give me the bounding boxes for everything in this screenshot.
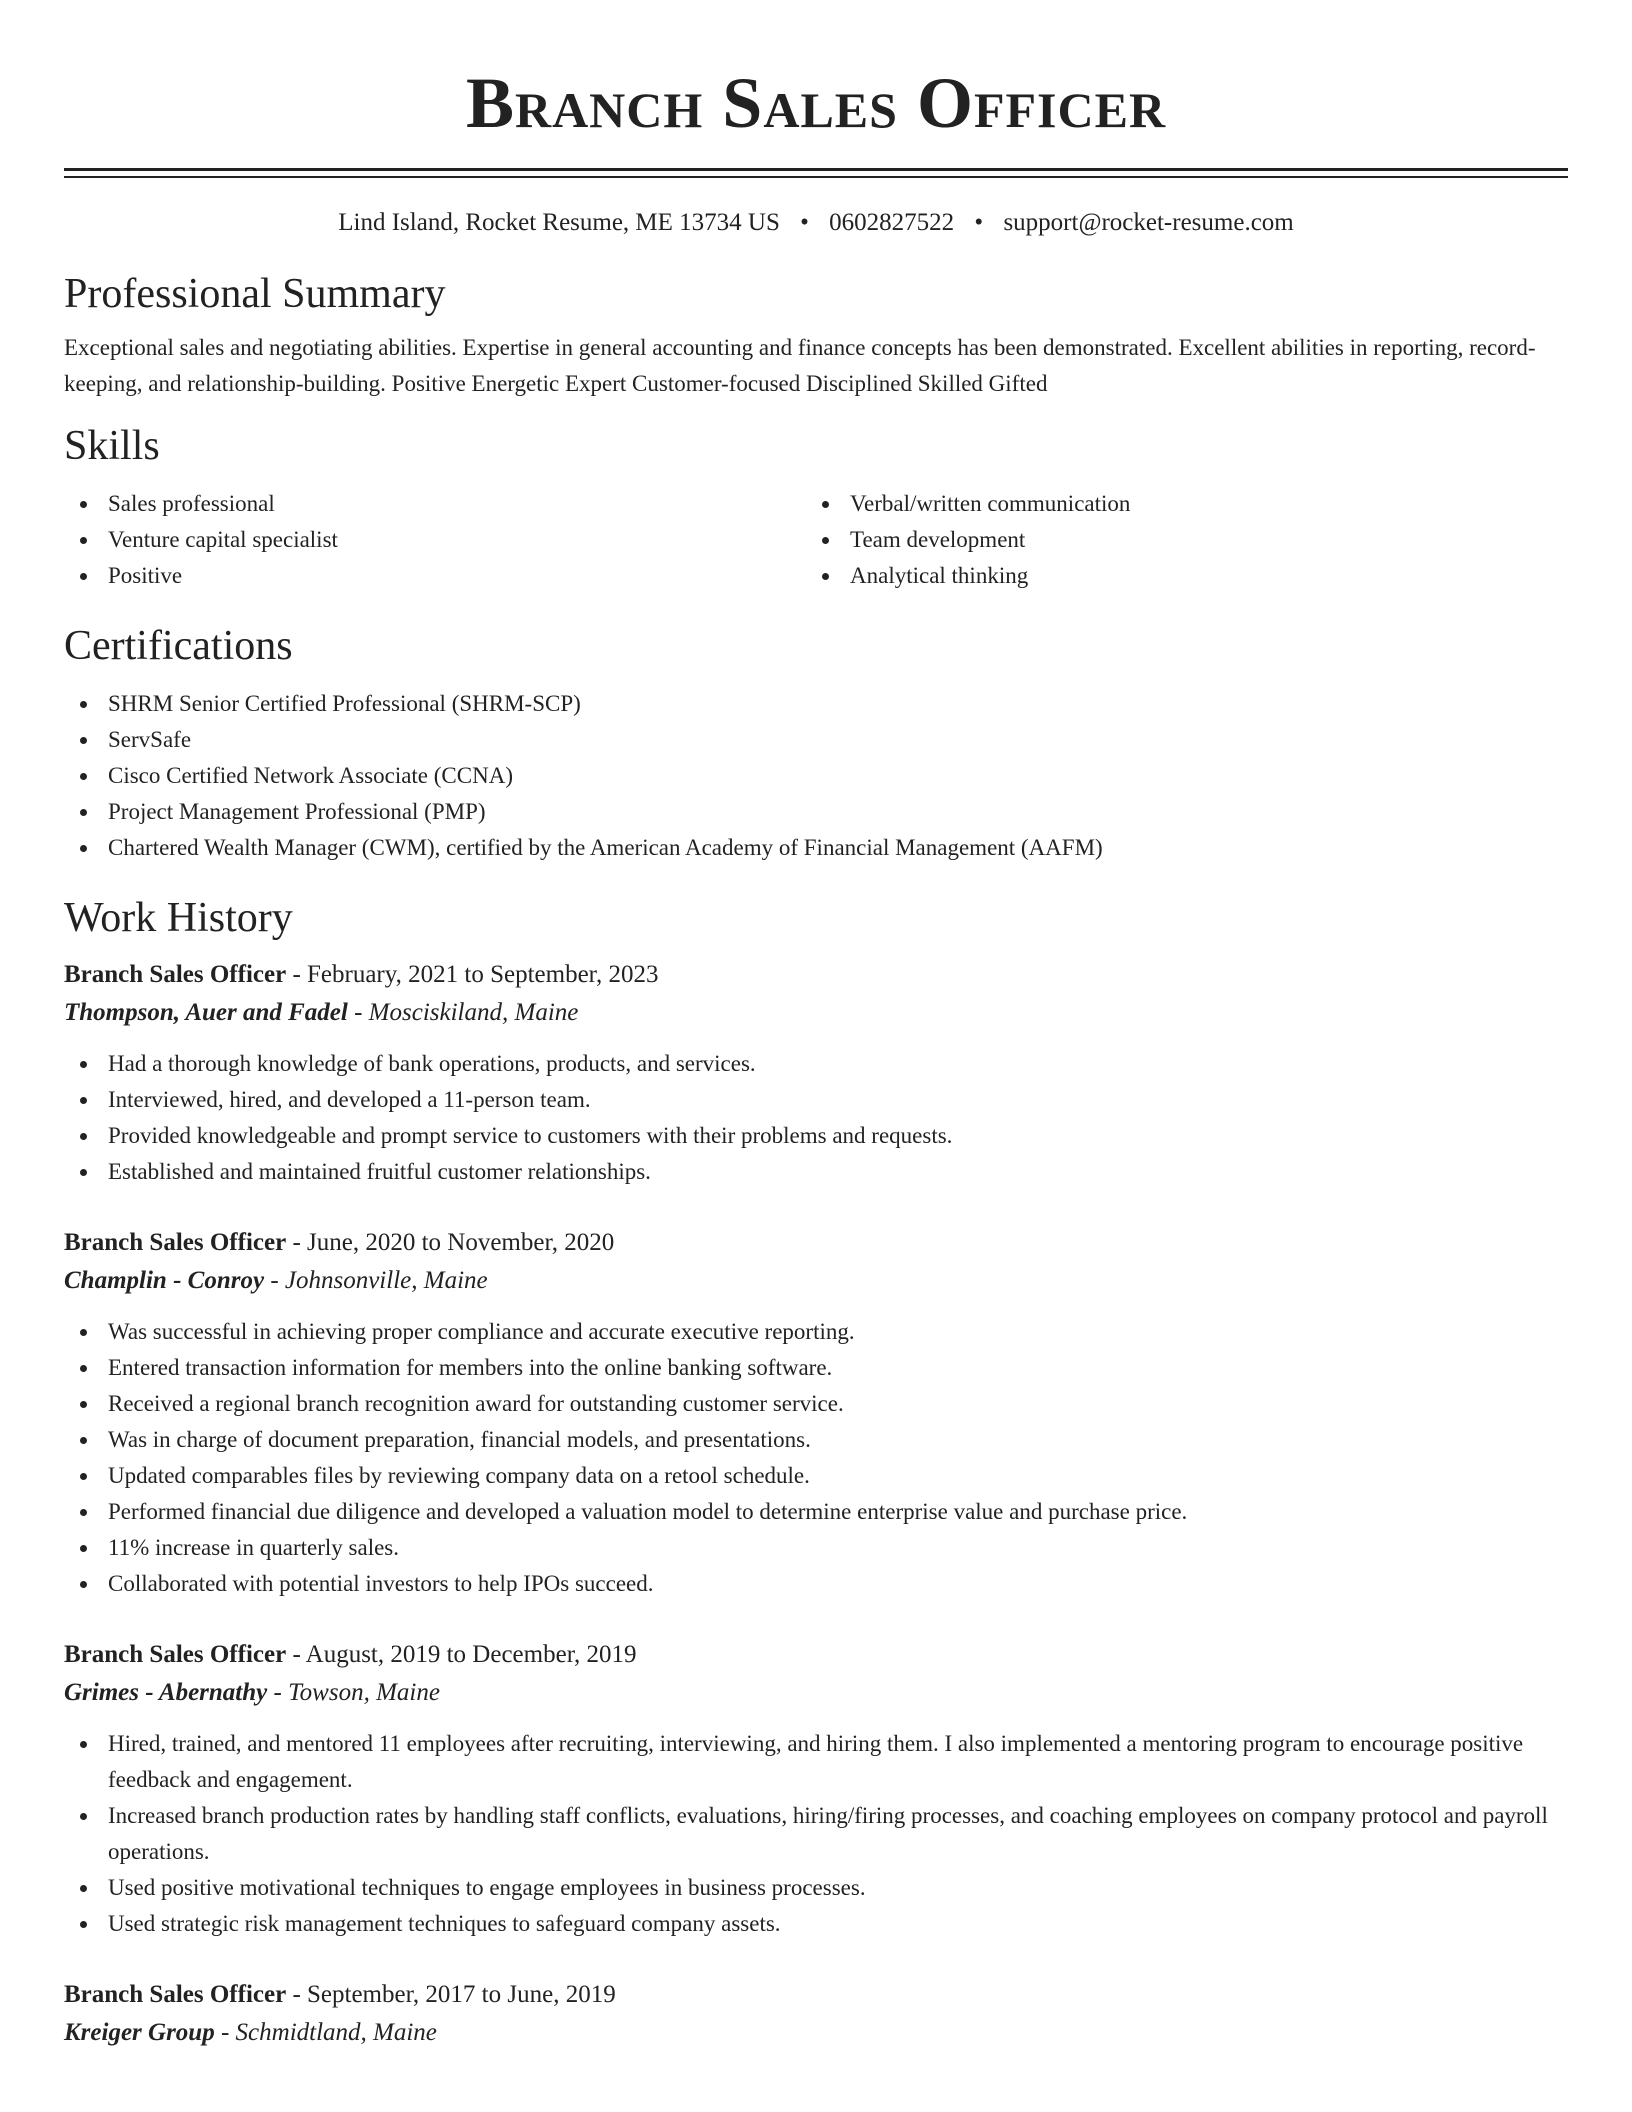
job-entry	[64, 1224, 1568, 1602]
job-bullets	[64, 1314, 1568, 1602]
certifications-heading: Certifications	[64, 623, 293, 669]
job-dates: - February, 2021 to September, 2023	[286, 961, 659, 988]
job-location: - Schmidtland, Maine	[214, 2019, 437, 2046]
job-bullet: Used positive motivational techniques to engage employees in business processes.	[64, 1870, 1568, 1906]
skill-item: Verbal/written communication	[806, 486, 1548, 522]
job-company: Grimes - Abernathy	[64, 1679, 268, 1706]
contact-line	[64, 206, 1568, 240]
job-location: - Johnsonville, Maine	[264, 1267, 488, 1294]
job-bullet: Hired, trained, and mentored 11 employees after recruiting, interviewing, and hiring them. I also implemented a mentoring program to encourage positive feedback and engagement.	[64, 1726, 1568, 1798]
skill-item: Venture capital specialist	[64, 522, 806, 558]
job-title-line	[64, 1976, 1568, 2014]
contact-email[interactable]: support@rocket-resume.com	[1003, 209, 1294, 236]
summary-heading: Professional Summary	[64, 271, 446, 317]
certification-item: Chartered Wealth Manager (CWM), certified by the American Academy of Financial Management (AAFM)	[64, 830, 1568, 866]
job-bullet: Provided knowledgeable and prompt service to customers with their problems and requests.	[64, 1118, 1568, 1154]
job-location: - Towson, Maine	[267, 1679, 440, 1706]
job-bullet: Had a thorough knowledge of bank operations, products, and services.	[64, 1046, 1568, 1082]
job-bullet: Was successful in achieving proper compliance and accurate executive reporting.	[64, 1314, 1568, 1350]
certification-item: Project Management Professional (PMP)	[64, 794, 1568, 830]
job-dates: - June, 2020 to November, 2020	[286, 1229, 615, 1256]
job-company-line	[64, 994, 1568, 1032]
job-bullet: Interviewed, hired, and developed a 11-person team.	[64, 1082, 1568, 1118]
job-location: - Mosciskiland, Maine	[347, 999, 579, 1026]
job-role: Branch Sales Officer	[64, 1229, 287, 1256]
job-bullet: Used strategic risk management techniques to safeguard company assets.	[64, 1906, 1568, 1942]
contact-separator: •	[800, 209, 809, 236]
skills-list-left	[64, 486, 806, 594]
skills-grid	[64, 486, 1568, 594]
resume-title: Branch Sales Officer	[465, 63, 1167, 143]
skill-item: Sales professional	[64, 486, 806, 522]
job-entry	[64, 956, 1568, 1190]
title-rule-thin	[64, 176, 1568, 178]
job-bullet: Received a regional branch recognition award for outstanding customer service.	[64, 1386, 1568, 1422]
job-dates: - August, 2019 to December, 2019	[286, 1641, 637, 1668]
job-bullet: Was in charge of document preparation, financial models, and presentations.	[64, 1422, 1568, 1458]
job-company: Kreiger Group	[64, 2019, 215, 2046]
contact-phone: 0602827522	[829, 209, 955, 236]
job-role: Branch Sales Officer	[64, 1981, 287, 2008]
job-company: Champlin - Conroy	[64, 1267, 265, 1294]
job-entry	[64, 1636, 1568, 1942]
job-company-line	[64, 1674, 1568, 1712]
skills-heading: Skills	[64, 423, 160, 469]
job-bullet: Updated comparables files by reviewing company data on a retool schedule.	[64, 1458, 1568, 1494]
job-title-line	[64, 1636, 1568, 1674]
job-title-line	[64, 1224, 1568, 1262]
job-company-line	[64, 1262, 1568, 1300]
job-role: Branch Sales Officer	[64, 961, 287, 988]
job-bullet: Entered transaction information for members into the online banking software.	[64, 1350, 1568, 1386]
job-bullet: 11% increase in quarterly sales.	[64, 1530, 1568, 1566]
job-title-line	[64, 956, 1568, 994]
job-bullet: Established and maintained fruitful customer relationships.	[64, 1154, 1568, 1190]
contact-address: Lind Island, Rocket Resume, ME 13734 US	[338, 209, 780, 236]
certification-item: Cisco Certified Network Associate (CCNA)	[64, 758, 1568, 794]
resume-page	[64, 0, 1568, 2052]
job-company-line	[64, 2014, 1568, 2052]
certification-item: SHRM Senior Certified Professional (SHRM-SCP)	[64, 686, 1568, 722]
certifications-list	[64, 686, 1568, 866]
job-company: Thompson, Auer and Fadel	[64, 999, 348, 1026]
skills-list-right	[806, 486, 1548, 594]
job-dates: - September, 2017 to June, 2019	[286, 1981, 616, 2008]
job-bullet: Performed financial due diligence and developed a valuation model to determine enterprise value and purchase price.	[64, 1494, 1568, 1530]
job-entry	[64, 1976, 1568, 2052]
job-bullets	[64, 1046, 1568, 1190]
work-history-heading: Work History	[64, 895, 293, 941]
skill-item: Positive	[64, 558, 806, 594]
skill-item: Team development	[806, 522, 1548, 558]
job-role: Branch Sales Officer	[64, 1641, 287, 1668]
job-bullet: Increased branch production rates by handling staff conflicts, evaluations, hiring/firing processes, and coaching employees on company protocol and payroll operations.	[64, 1798, 1568, 1870]
title-rule-thick	[64, 168, 1568, 171]
skill-item: Analytical thinking	[806, 558, 1548, 594]
job-bullet: Collaborated with potential investors to help IPOs succeed.	[64, 1566, 1568, 1602]
summary-text: Exceptional sales and negotiating abilities. Expertise in general accounting and finance concepts has been demonstrated. Excellent abilities in reporting, record-keeping, and relationship-building. Positive Energetic Expert Customer-focused Disciplined Skilled Gifted	[64, 335, 1536, 396]
job-bullets	[64, 1726, 1568, 1942]
certification-item: ServSafe	[64, 722, 1568, 758]
contact-separator: •	[974, 209, 984, 236]
